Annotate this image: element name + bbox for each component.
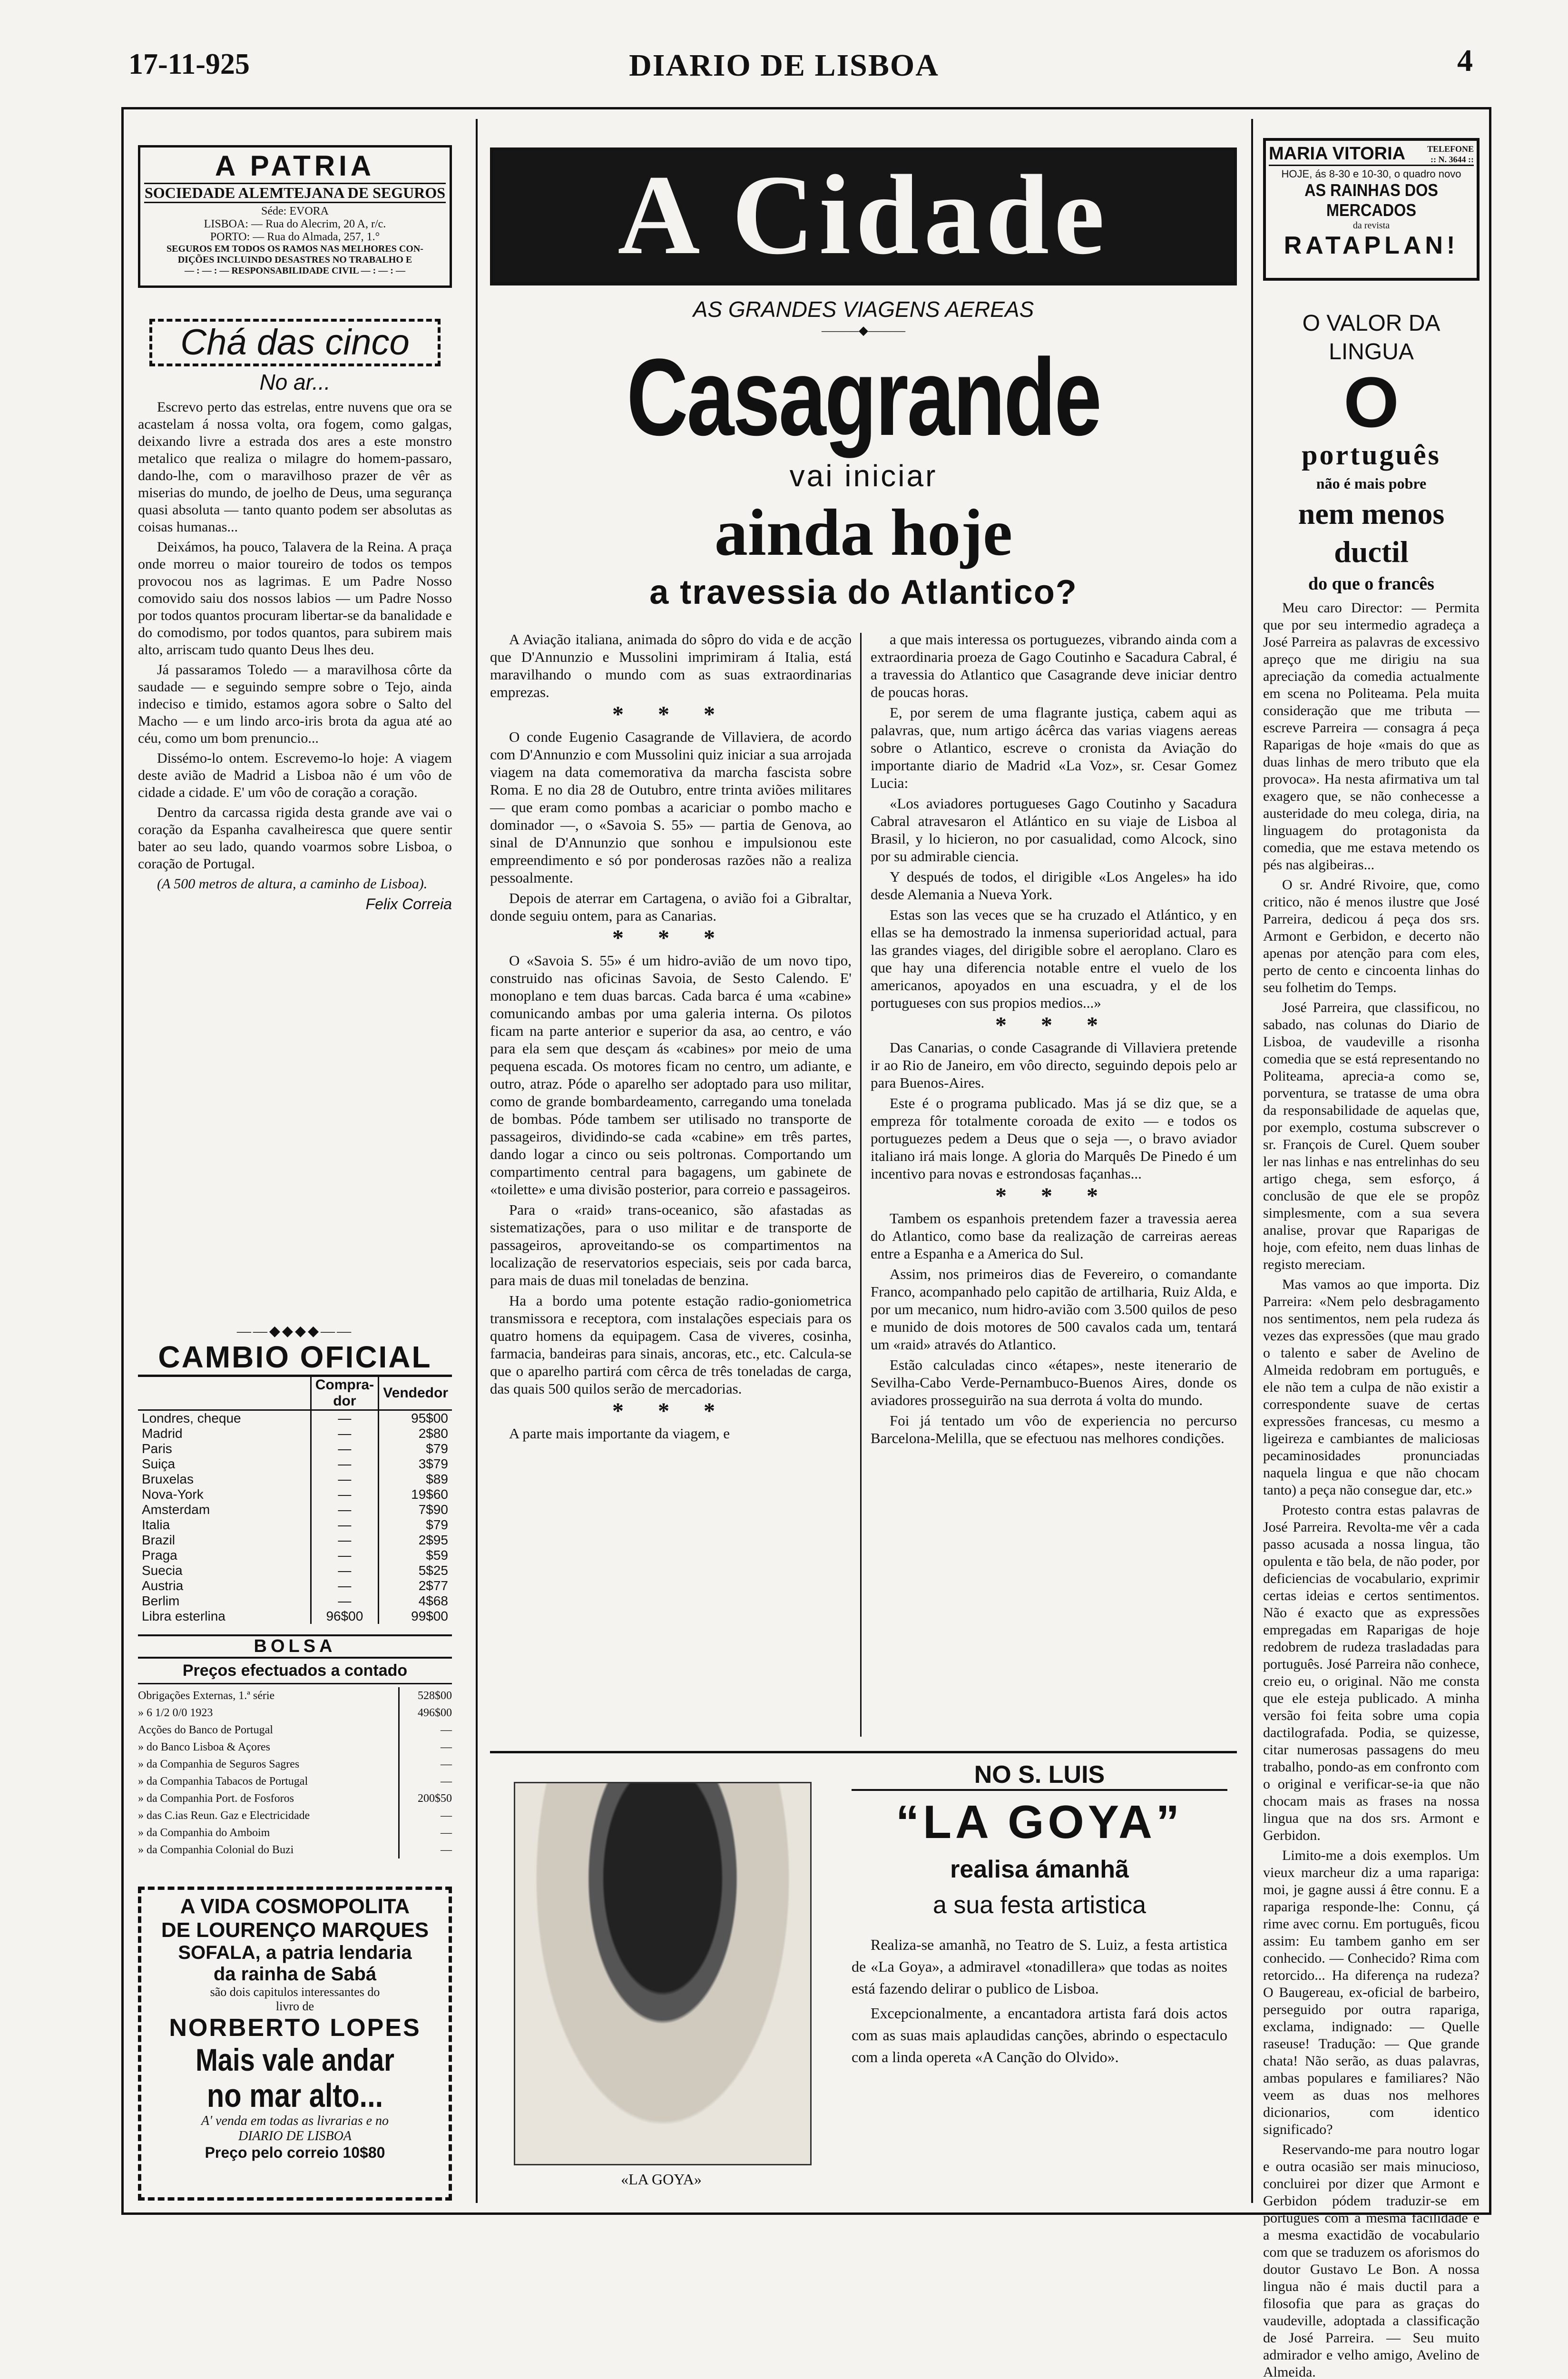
cambio-row [138,1472,452,1487]
masthead-title: A Cidade [617,151,1109,278]
lingua-nem: nem menos ductil [1298,497,1445,569]
lingua-paragraph: Limito-me a dois exemplos. Um vieux marcheur diz a uma rapariga: moi, je gagne aussi á être connu. E a rapariga responde-lhe: Connu, çá rime avec cornu. Em português, ficou assim: Eu tambem ganho em ser conhecido. — Conhecido? Rima com retorcido... Ha diferença na rudeza? O Baugereau, ex-oficial de barbeiro, perseguido por outra rapariga, exclama, indignado: — Quelle raseuse! Tradução: — Que grande chata! Não serão, as duas palavras, ambas populares e familiares? Não veem as duas nos melhores dicionarios, com identico significado? [1263,1848,1480,2137]
ad-patria-sede: Séde: EVORA [261,205,329,217]
cambio-row [138,1533,452,1548]
ad-patria-porto: PORTO: — Rua do Almada, 257, 1.° [210,231,380,243]
bolsa-label: » da Companhia Tabacos de Portugal [138,1775,308,1788]
cambio-ornament: ——◆◆◆◆—— [236,1323,353,1339]
cambio-place: Suiça [142,1456,176,1471]
cha-paragraph: Deixámos, ha pouco, Talavera de la Reina. A praça onde morreu o maior toureiro de todos os tempos provocou nos as lagrimas. E um Padre Nosso comovido saiu dos nossos labios — um Padre Nosso por todos quantos procuram libertar-se da banalidade e do comodismo, por todos quantos, para subirem mais alto, arriscam tudo quanto Deus lhes deu. [138,539,452,658]
bolsa-row [138,1721,452,1739]
goya-paragraph: Excepcionalmente, a encantadora artista fará dois actos com as suas mais aplaudidas canções, abrindo o espectaculo com a linda opereta «A Canção do Olvido». [852,2005,1227,2065]
bolsa-label: » da Companhia Port. de Fosforos [138,1792,294,1805]
bolsa-value: 496$00 [398,1704,452,1721]
cambio-vendedor: 19$60 [379,1487,452,1502]
bolsa-value: — [398,1756,452,1773]
cambio-row [138,1563,452,1578]
bolsa-label: Obrigações Externas, 1.ª série [138,1690,275,1702]
bolsa-row [138,1704,452,1721]
cambio-row [138,1410,452,1426]
main-paragraph: Assim, nos primeiros dias de Fevereiro, o comandante Franco, acompanhado pelo capitão de artilharia, Ruiz Alda, e por um mecanico, num hidro-avião com 3.500 quilos de peso e munido de dois motores de 500 cavalos cada um, tentará um «raid» através do Atlantico. [871,1266,1237,1353]
ad-patria-line2: DIÇÕES INCLUINDO DESASTRES NO TRABALHO E [177,255,412,265]
cambio-compra: — [311,1410,379,1426]
cambio-row [138,1487,452,1502]
bolsa-label: » das C.ias Reun. Gaz e Electricidade [138,1809,310,1822]
cha-author: Felix Correia [365,895,452,913]
la-goya-photo [514,1782,812,2165]
ad-book-l6: livro de [275,1999,314,2013]
cambio-compra: — [311,1456,379,1472]
bolsa-row [138,1756,452,1773]
cambio-vendedor: 3$79 [379,1456,452,1472]
bolsa-title: BOLSA [138,1634,452,1659]
cambio-compra: — [311,1487,379,1502]
main-article [490,295,1237,1760]
bolsa-value: — [398,1773,452,1790]
bolsa-value: 528$00 [398,1687,452,1704]
main-paragraph: a que mais interessa os portuguezes, vibrando ainda com a extraordinaria proeza de Gago Coutinho e Sacadura Cabral, é a travessia do Atlantico que Casagrande deve iniciar dentro de poucas horas. [871,631,1237,700]
cambio-compra: — [311,1472,379,1487]
main-paragraph: A Aviação italiana, animada do sôpro do vida e de acção que D'Annunzio e Mussolini imprimiram á Italia, está maravilhando o mundo com as suas extraordinarias emprezas. [490,631,852,700]
lingua-portugues: português [1302,439,1441,471]
cha-subtitle: No ar... [259,370,331,394]
ad-book-l3: SOFALA, a patria lendaria [178,1942,412,1963]
cha-paragraph: Dissémo-lo ontem. Escrevemo-lo hoje: A viagem deste avião de Madrid a Lisboa não é um vôo de cidade a cidade. E' um vôo de coração a coração. [138,750,452,800]
page-header [0,29,1568,81]
cambio-place: Brazil [142,1533,176,1547]
cambio-row [138,1609,452,1624]
page-frame [121,107,1491,2379]
cambio-place: Paris [142,1441,172,1456]
bolsa-value: — [398,1807,452,1824]
main-body-right [871,630,1237,1450]
cambio-compra: — [311,1578,379,1593]
main-paragraph: Das Canarias, o conde Casagrande di Villaviera pretende ir ao Rio de Janeiro, em vôo directo, seguindo depois pelo ar para Buenos-Aires. [871,1039,1237,1091]
goya-name: “LA GOYA” [896,1796,1183,1848]
section-separator: * * * [612,702,729,727]
main-deck3: a travessia do Atlantico? [649,573,1078,611]
goya-paragraph: Realiza-se amanhã, no Teatro de S. Luiz, a festa artistica de «La Goya», a admiravel «tonadillera» que todas as noites está fazendo delirar o publico de Lisboa. [852,1936,1227,1997]
bolsa-label: » da Companhia do Amboim [138,1827,270,1839]
bolsa-value: — [398,1739,452,1756]
cambio-vendedor: $59 [379,1548,452,1563]
main-paragraph: «Los aviadores portugueses Gago Coutinho y Sacadura Cabral atravesaron el Atlántico en su viaje de Lisboa al Brasil, y lo hicieron, no por casualidad, como Alcock, sino por su admirable ciencia. [871,795,1237,865]
main-paragraph: Estão calculadas cinco «étapes», neste itenerario de Sevilha-Cabo Verde-Pernambuco-Buenos Aires, donde os aviadores prosseguirão na sua derrota á volta do mundo. [871,1357,1237,1408]
bolsa-row [138,1687,452,1704]
main-right-text [871,630,1237,1447]
main-paragraph: O conde Eugenio Casagrande de Villaviera, de acordo com D'Annunzio e com Mussolini quiz iniciar a sua arrojada viagem na data comemorativa da marcha fascista sobre Roma. E no dia 28 de Outubro, entre trinta aviões militares — que eram como pombas a acariciar o pombo macho e dominador —, o «Savoia S. 55» — partia de Genova, ao sinal de D'Annunzio que sonhou e impulsionou este empreendimento e só por ponderosas razões não a realiza pessoalmente. [490,728,852,886]
ad-book-l4: da rainha de Sabá [213,1964,377,1985]
left-column [133,109,466,2212]
ad-mv-phone: :: N. 3644 :: [1431,155,1474,164]
bolsa-list [138,1684,452,1858]
cambio-vendedor: 2$77 [379,1578,452,1593]
main-paragraph: Este é o programa publicado. Mas já se diz que, se a empreza fôr totalmente coroada de exito — e todos os portuguezes pedem a Deus que o seja —, o bravo aviador italiano irá mais longe. A gloria do Marquês De Pinedo é um incentivo para novas e estrondosas façanhas... [871,1095,1237,1182]
cambio-row [138,1426,452,1441]
bolsa-value: 200$50 [398,1790,452,1807]
lingua-paragraph: Meu caro Director: — Permita que por seu intermedio agradeça a José Parreira as palavras de excessivo apreço que me dirigiu na sua apreciação da comedia actualmente em scena no Politeama. Pela muita consideração que me tributa — escreve Parreira — consagra á peça Raparigas de hoje «mais do que as duas linhas de mero tributo que ela provoca». Ha nesta afirmativa um tal exagero que, se não conhecesse a austeridade do meu colega, diria, na linguagem do protagonista da comedia, que me estava metendo os pés nas algibeiras... [1263,600,1480,873]
cambio-place: Austria [142,1578,184,1593]
main-headline: Casagrande [627,336,1100,458]
bolsa-row [138,1739,452,1756]
cambio-oficial [138,1323,452,1624]
cambio-row [138,1441,452,1456]
cambio-header-row [138,1377,452,1410]
main-deck2: ainda hoje [714,496,1013,570]
ad-book-l5: são dois capitulos interessantes do [210,1985,380,1999]
cambio-place: Amsterdam [142,1502,210,1517]
cambio-vendedor: 4$68 [379,1593,452,1609]
right-column [1263,109,1482,2379]
cambio-row [138,1593,452,1609]
bolsa-value: — [398,1721,452,1739]
cambio-row [138,1502,452,1517]
goya-section [490,1760,1237,2203]
cambio-compra: — [311,1533,379,1548]
ad-mv-theatre: MARIA VITORIA [1269,144,1406,164]
main-paragraph: O «Savoia S. 55» é um hidro-avião de um novo tipo, construido nas oficinas Savoia, de Sesto Calendo. E' monoplano e tem duas barcas. Cada barca é uma «cabine» comunicando ambas por uma galeria interna. Os pilotos ficam na parte anterior e superior da asa, ao centro, e váo para ela sem que desçam ás «cabines» por meio de uma pequena escada. Os motores ficam no centro, um adiante, e outro, atraz. Póde o aparelho ser adoptado para uso militar, como de grande bombardeamento, carregando uma tonelada de bombas. Póde tambem ser utilisado no transporte de passageiros, dividindo-se cada «cabine» em três partes, dando logar a cinco ou seis poltronas. Comportando um compartimento central para bagagens, um gabinete de «toilette» e uma divisão posterior, para correio e passageiros. [490,952,852,1198]
cambio-place: Praga [142,1548,177,1563]
cambio-row [138,1578,452,1593]
ad-mv-revue: RATAPLAN! [1284,232,1459,259]
bolsa-row [138,1824,452,1841]
ad-norberto-lopes [138,1887,452,2201]
bolsa-label: » da Companhia Colonial do Buzi [138,1844,294,1856]
goya-top-rule [490,1751,1237,1753]
cambio-compra: — [311,1593,379,1609]
cha-paragraph: Escrevo perto das estrelas, entre nuvens que ora se acastelam á nossa volta, ora fogem, como galgas, deixando livre a estrada dos ares a este monstro metalico que realiza o milagre do homem-passaro, dando-lhe, com o maravilhoso prazer de vêr as miserias do mundo, de joelho de Deus, uma segurança quasi absoluta — tanto quanto podem ser absolutas as coisas humanas... [138,399,452,535]
main-paragraph: A parte mais importante da viagem, e [509,1425,730,1442]
la-goya-caption: «LA GOYA» [621,2171,702,2188]
main-column-rule [860,633,862,1737]
main-paragraph: E, por serem de uma flagrante justiça, cabem aqui as palavras, que, num artigo ácêrca das varias viagens aereas sobre o Atlantico, escreve o cronista da Aviação do importante diario de Madrid «La Voz», sr. Cesar Gomez Lucia: [871,704,1237,791]
lingua-paragraph: Reservando-me para noutro logar e outra ocasião ser mais minucioso, concluirei por dizer que Armont e Gerbidon pódem traduzir-se em português com a mesma facilidade e a mesma exactidão de vocabulario com que se traduzem os aforismos do doutor Gustavo Le Bon. A nossa lingua não é mais ductil para a filosofia que para as graças do vaudeville, adoptada a classificação de José Parreira. — Seu muito admirador e velho amigo, Avelino de Almeida. [1263,2142,1480,2379]
lingua-paragraph: José Parreira, que classificou, no sabado, nas colunas do Diario de Lisboa, de vaudeville a risonha comedia que se está representando no Politeama, aprecia-a como se, porventura, se tratasse de uma obra da responsabilidade de aquelas que, por exemplo, costuma subscrever o sr. François de Curel. Quem souber ler nas linhas e nas entrelinhas do seu artigo chega, sem esforço, á conclusão de que ele se propôz simplesmente, com a sua severa analise, provar que Raparigas de hoje, com efeito, nem duas linhas de registo mereciam. [1263,1000,1480,1272]
cambio-place: Italia [142,1517,170,1532]
bolsa-row [138,1790,452,1807]
cambio-compra: — [311,1563,379,1578]
cambio-compra: 96$00 [311,1609,379,1624]
bolsa-value: — [398,1841,452,1858]
cha-note: (A 500 metros de altura, a caminho de Lisboa). [157,876,428,892]
cambio-title: CAMBIO OFICIAL [138,1339,452,1377]
cha-body [138,399,452,913]
cambio-row [138,1456,452,1472]
main-paragraph: Estas son las veces que se ha cruzado el Atlántico, y en ellas se ha demostrado la inmensa superioridad actual, para las grandes viages, del dirigible sobre el aeroplano. Claro es que hay una diferencia notable entre el vuelo de los americanos, apoyados en una escuadra, y el de los portugueses con sus propios medios...» [871,906,1237,1011]
ad-mv-phone-box [1427,144,1474,165]
ad-patria-lisboa: LISBOA: — Rua do Alecrim, 20 A, r/c. [204,218,386,230]
ad-book-price: Preço pelo correio 10$80 [205,2144,385,2161]
ad-mv-show: AS RAINHAS DOS MERCADOS [1304,180,1438,220]
ad-maria-vitoria [1263,138,1480,281]
masthead-a-cidade [490,147,1237,285]
main-left-text [490,630,852,1442]
main-deck1: vai iniciar [789,459,938,493]
cambio-row [138,1548,452,1563]
section-separator: * * * [612,925,729,951]
lingua-paragraph: Protesto contra estas palavras de José Parreira. Revolta-me vêr a cada passo acusada a nossa lingua, tão opulenta e tão bela, de não poder, por deficiencias de vocabulario, exprimir certas ideias e certos sentimentos. Não é exacto que as expressões empregadas em Raparigas de hoje redobrem de rudeza trasladadas para português. José Parreira não conhece, creio eu, o original. Não me consta que ele esteja publicado. A minha versão foi feita sobre uma copia dactilografada. Podia, se quizesse, citar numerosas passagens do meu trabalho, pondo-as em confronto com o original e verificar-se-ia que não chocam mais as frases na nossa lingua que na dos srs. Armont e Gerbidon. [1263,1502,1480,1843]
cambio-col-vendedor: Vendedor [379,1377,452,1410]
cambio-table [138,1377,452,1624]
main-paragraph: Tambem os espanhois pretendem fazer a travessia aerea do Atlantico, como base da realização de carreiras aereas entre a Espanha e a America do Sul. [871,1210,1237,1262]
ad-book-title1: Mais vale andar [196,2042,394,2077]
ad-book-l2: DE LOURENÇO MARQUES [161,1918,429,1942]
goya-article [852,1760,1227,2071]
ad-book-author: NORBERTO LOPES [169,2014,421,2042]
cambio-place: Suecia [142,1563,183,1578]
ad-patria-line3: — : — : — RESPONSABILIDADE CIVIL — : — : — [185,265,405,276]
cambio-place: Bruxelas [142,1472,194,1486]
lingua-kicker: O VALOR DA LINGUA [1302,311,1441,364]
ad-book-l1: A VIDA COSMOPOLITA [180,1895,410,1918]
ad-patria-line1: SEGUROS EM TODOS OS RAMOS NAS MELHORES CON- [167,244,423,254]
section-separator: * * * [612,1398,729,1424]
bolsa-label: Acções do Banco de Portugal [138,1724,273,1736]
cambio-place: Londres, cheque [142,1411,241,1425]
ad-mv-hoje: HOJE, ás 8-30 e 10-30, o quadro novo [1281,168,1461,180]
lingua-paragraph: O sr. André Rivoire, que, como critico, não é menos ilustre que José Parreira, dedicou á peça dos srs. Armont e Gerbidon, e decerto não apenas por atenção para com eles, perto de cento e cincoenta linhas do seu folhetim do Temps. [1263,877,1480,995]
bolsa-row [138,1773,452,1790]
bolsa-row [138,1807,452,1824]
ad-book-sale1: A' venda em todas as livrarias e no [201,2114,389,2128]
cambio-vendedor: 2$95 [379,1533,452,1548]
cambio-compra: — [311,1548,379,1563]
column-rule [476,119,478,2203]
cambio-row [138,1517,452,1533]
goya-l2: a sua festa artistica [933,1891,1146,1919]
cambio-vendedor: 2$80 [379,1426,452,1441]
goya-body [852,1934,1227,2068]
main-paragraph: Para o «raid» trans-oceanico, são afastadas as sistematizações, para o uso militar e de transporte de passageiros, aproveitando-se os compartimentos na localização de reservatorios especiais, seis por cada barca, para mais de duas mil toneladas de benzina. [490,1201,852,1288]
bolsa-value: — [398,1824,452,1841]
ad-mv-phone-label: TELEFONE [1427,144,1474,154]
main-paragraph: Y después de todos, el dirigible «Los Angeles» ha ido desde Alemania a Nueva York. [871,868,1237,903]
ad-mv-header [1269,144,1474,166]
cambio-vendedor: 99$00 [379,1609,452,1624]
cambio-vendedor: $89 [379,1472,452,1487]
cha-paragraph: Já passaramos Toledo — a maravilhosa côrte da saudade — e seguindo sempre sobre o Tejo, ainda indeciso e timido, estamos agora sobre o Salto del Macho — e um lindo arco-iris brota da agua até ao céu, como um bom prenuncio... [138,662,452,746]
ad-mv-da-revista: da revista [1352,220,1390,231]
cambio-vendedor: $79 [379,1517,452,1533]
issue-date: 17-11-925 [128,48,250,80]
column-rule [1251,119,1253,2203]
cambio-vendedor: 7$90 [379,1502,452,1517]
cambio-vendedor: 95$00 [379,1410,452,1426]
main-paragraph: Ha a bordo uma potente estação radio-goniometrica transmissora e receptora, com instalações especiais para os quatro homens da equipagem. Casa de viveres, cosinha, farmacia, bandeiras para sinais, ancoras, etc., etc. Calcula-se que o aparelho partirá com cêrca de três toneladas de carga, das quais 500 quilos serão de mercadorias. [490,1292,852,1397]
bolsa-row [138,1841,452,1858]
cambio-col-place [138,1377,311,1410]
ad-a-patria [138,145,452,288]
cha-paragraph: Dentro da carcassa rigida desta grande ave vai o coração da Espanha cavalheiresca que quere sentir bater ao seu lado, quando voarmos sobre Lisboa, o coração de Portugal. [138,805,452,872]
cambio-place: Madrid [142,1426,183,1441]
cambio-place: Nova-York [142,1487,204,1502]
cha-das-cinco-article [138,319,452,913]
newspaper-title: DIARIO DE LISBOA [629,48,939,83]
cambio-col-compra: Compra-dor [311,1377,379,1410]
cambio-compra: — [311,1502,379,1517]
main-kicker-ornament: ———◆——— [822,324,905,337]
lingua-do-que: do que o francês [1308,574,1434,594]
valor-da-lingua-article [1263,309,1480,2379]
cambio-place: Berlim [142,1593,180,1608]
bolsa-label: » 6 1/2 0/0 1923 [138,1707,213,1719]
cambio-compra: — [311,1426,379,1441]
cambio-vendedor: 5$25 [379,1563,452,1578]
lingua-paragraph: Mas vamos ao que importa. Diz Parreira: «Nem pelo desbragamento nos sentimentos, nem pela rudeza ás vezes das expressões (que mau grado o talento e saber de Avelino de Almeida redobram em português, e ele não tem a culpa de não existir a correspondente suave de certas expressões francesas, cu mesmo a ligeireza e cambiantes de maliciosas pecaminosidades pronunciadas naquela lingua e que não chocam tanto) a peça não consegue dar, etc.» [1263,1277,1480,1498]
section-separator: * * * [995,1013,1112,1038]
main-kicker: AS GRANDES VIAGENS AEREAS [693,297,1034,322]
cambio-vendedor: $79 [379,1441,452,1456]
page-number: 4 [1457,43,1473,78]
lingua-body [1263,600,1480,2379]
section-separator: * * * [995,1183,1112,1209]
cha-title-box [149,319,441,366]
bolsa-subtitle: Preços efectuados a contado [138,1659,452,1684]
bolsa-label: » da Companhia de Seguros Sagres [138,1758,300,1770]
main-paragraph: Foi já tentado um vôo de experiencia no percurso Barcelona-Melilla, que se efectuou nas melhores condições. [871,1412,1237,1446]
goya-kicker: NO S. LUIS [852,1760,1227,1791]
main-paragraph: Depois de aterrar em Cartagena, o avião foi a Gibraltar, donde seguiu ontem, para as Canarias. [490,890,852,924]
bolsa-label: » do Banco Lisboa & Açores [138,1741,270,1753]
ad-book-sale2: DIARIO DE LISBOA [238,2129,352,2143]
goya-l1: realisa ámanhã [950,1856,1129,1883]
cambio-compra: — [311,1441,379,1456]
ad-patria-title: A PATRIA [215,150,375,182]
cambio-place: Libra esterlina [142,1609,225,1623]
lingua-big-o: O [1343,362,1399,442]
cambio-compra: — [311,1517,379,1533]
ad-patria-subtitle: SOCIEDADE ALEMTEJANA DE SEGUROS [144,183,446,203]
ad-book-title2: no mar alto... [206,2077,383,2114]
main-body-left [490,630,852,1445]
lingua-nao: não é mais pobre [1316,475,1427,492]
cha-title: Chá das cinco [180,322,410,363]
bolsa [138,1634,452,1858]
